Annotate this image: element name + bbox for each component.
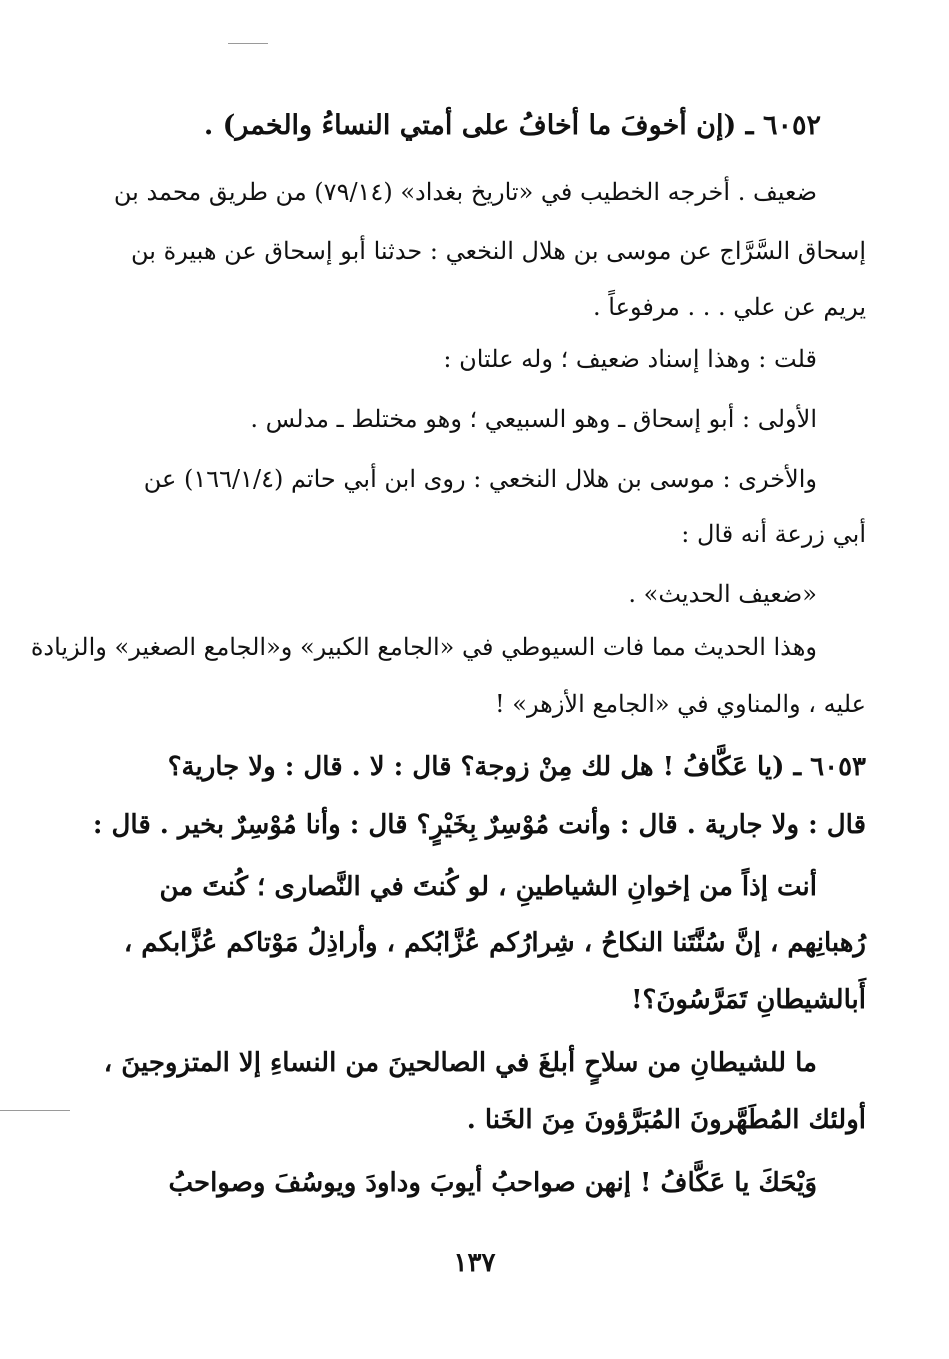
hadith-6052-line-10: عليه ، والمناوي في «الجامع الأزهر» ! [494,690,866,718]
hadith-6052-line-5: الأولى : أبو إسحاق ـ وهو السبيعي ؛ وهو مختلط ـ مدلس . [250,405,817,433]
hadith-6052-line-9: وهذا الحديث مما فات السيوطي في «الجامع الكبير» و«الجامع الصغير» والزيادة [30,633,817,661]
page-number: ١٣٧ [453,1248,496,1278]
hadith-6052-line-8: «ضعيف الحديث» . [628,580,817,608]
hadith-6052-line-7: أبي زرعة أنه قال : [681,520,866,548]
hadith-6052-line-1: ضعيف . أخرجه الخطيب في «تاريخ بغداد» (٧٩/١٤) من طريق محمد بن [113,178,817,206]
hadith-6053-line-2: قال : ولا جارية . قال : وأنت مُوْسِرٌ بِخَيْرٍ؟ قال : وأنا مُوْسِرٌ بخير . قال : [92,810,866,840]
side-scan-mark [0,1110,70,1111]
hadith-6053-line-3: أنت إذاً من إخوانِ الشياطينِ ، لو كُنتَ في النَّصارى ؛ كُنتَ من [159,872,817,902]
hadith-6053-line-5: أَبالشيطانِ تَمَرَّسُونَ؟! [631,985,866,1015]
hadith-6052-line-4: قلت : وهذا إسناد ضعيف ؛ وله علتان : [443,345,817,373]
hadith-6053-line-8: وَيْحَكَ يا عَكَّافُ ! إنهن صواحبُ أيوبَ وداودَ ويوسُفَ وصواحبُ [168,1168,817,1198]
hadith-6053-line-7: أولئك المُطَهَّرونَ المُبَرَّؤونَ مِنَ الخَنا . [466,1105,866,1135]
hadith-6052-line-2: إسحاق السَّرَّاج عن موسى بن هلال النخعي : حدثنا أبو إسحاق عن هبيرة بن [131,237,866,265]
hadith-6053-line-6: ما للشيطانِ من سلاحٍ أبلغَ في الصالحينَ من النساءِ إلا المتزوجينَ ، [103,1048,817,1078]
hadith-6052-line-3: يريم عن علي . . . مرفوعاً . [593,293,866,321]
top-scan-mark [228,43,268,44]
hadith-6053-line-4: رُهبانِهم ، إنَّ سُنَّتَنا النكاحُ ، شِرارُكم عُزَّابُكم ، وأراذِلُ مَوْتاكم عُزَّابكم ، [123,928,866,958]
hadith-6052-title: ٦٠٥٢ ـ (إن أخوفَ ما أخافُ على أمتي النساءُ والخمر) . [203,110,821,141]
hadith-6052-line-6: والأخرى : موسى بن هلال النخعي : روى ابن أبي حاتم (١٦٦/١/٤) عن [143,465,817,493]
hadith-6053-line-1: ٦٠٥٣ ـ (يا عَكَّافُ ! هل لك مِنْ زوجة؟ قال : لا . قال : ولا جارية؟ [167,752,866,782]
